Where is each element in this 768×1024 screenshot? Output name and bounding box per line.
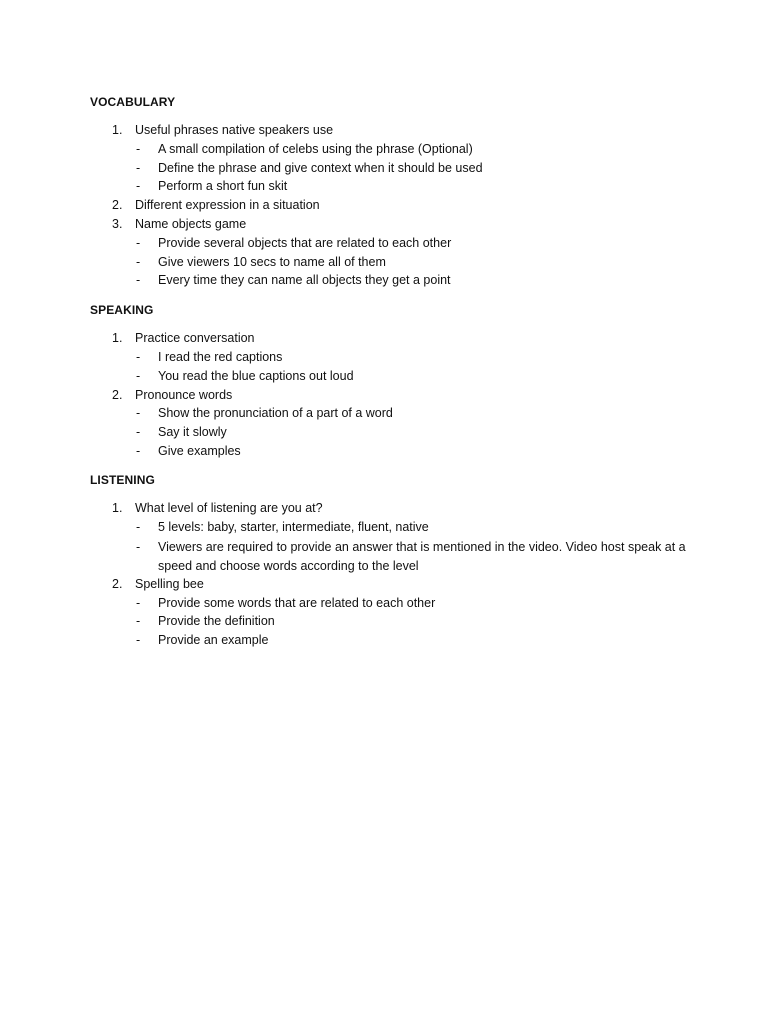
list-item-text: Pronounce words bbox=[135, 388, 233, 402]
sub-item-text: Provide the definition bbox=[158, 614, 275, 628]
sub-item-text: Provide some words that are related to each other bbox=[158, 596, 436, 610]
bullet-dash: - bbox=[136, 425, 141, 439]
bullet-dash: - bbox=[136, 369, 141, 383]
list-number: 2. bbox=[112, 388, 123, 402]
list-item-text: Name objects game bbox=[135, 217, 247, 231]
sub-item-text: I read the red captions bbox=[158, 350, 283, 364]
bullet-dash: - bbox=[136, 350, 141, 364]
bullet-dash: - bbox=[136, 633, 141, 647]
sub-item-text: Viewers are required to provide an answer that is mentioned in the video. Video host speak at a speed and choose words according to the level bbox=[158, 540, 686, 573]
bullet-dash: - bbox=[136, 273, 141, 287]
bullet-dash: - bbox=[136, 142, 141, 156]
list-number: 1. bbox=[112, 501, 123, 515]
list-number: 2. bbox=[112, 198, 123, 212]
sub-item-text: You read the blue captions out loud bbox=[158, 369, 354, 383]
bullet-dash: - bbox=[136, 255, 141, 269]
section-heading-listening: LISTENING bbox=[90, 473, 155, 487]
bullet-dash: - bbox=[136, 406, 141, 420]
bullet-dash: - bbox=[136, 236, 141, 250]
list-number: 2. bbox=[112, 577, 123, 591]
bullet-dash: - bbox=[136, 596, 141, 610]
bullet-dash: - bbox=[136, 161, 141, 175]
sub-item-text: Perform a short fun skit bbox=[158, 179, 288, 193]
list-item-text: What level of listening are you at? bbox=[135, 501, 323, 515]
sub-item-text: Give viewers 10 secs to name all of them bbox=[158, 255, 386, 269]
list-item-text: Spelling bee bbox=[135, 577, 204, 591]
sub-item-text: A small compilation of celebs using the phrase (Optional) bbox=[158, 142, 473, 156]
sub-item-text: Show the pronunciation of a part of a word bbox=[158, 406, 393, 420]
section-heading-vocabulary: VOCABULARY bbox=[90, 95, 176, 109]
list-item-text: Useful phrases native speakers use bbox=[135, 123, 334, 137]
list-number: 1. bbox=[112, 331, 123, 345]
section-heading-speaking: SPEAKING bbox=[90, 303, 154, 317]
bullet-dash: - bbox=[136, 179, 141, 193]
bullet-dash: - bbox=[136, 614, 141, 628]
sub-item-text: 5 levels: baby, starter, intermediate, fluent, native bbox=[158, 520, 429, 534]
list-number: 1. bbox=[112, 123, 123, 137]
sub-item-text: Give examples bbox=[158, 444, 241, 458]
list-item-text: Practice conversation bbox=[135, 331, 255, 345]
sub-item-text: Every time they can name all objects they get a point bbox=[158, 273, 451, 287]
sub-item-text: Say it slowly bbox=[158, 425, 227, 439]
sub-item-text: Provide an example bbox=[158, 633, 269, 647]
list-item-text: Different expression in a situation bbox=[135, 198, 320, 212]
sub-item-text: Define the phrase and give context when it should be used bbox=[158, 161, 483, 175]
bullet-dash: - bbox=[136, 520, 141, 534]
bullet-dash: - bbox=[136, 540, 141, 554]
sub-item-text: Provide several objects that are related to each other bbox=[158, 236, 452, 250]
bullet-dash: - bbox=[136, 444, 141, 458]
list-number: 3. bbox=[112, 217, 123, 231]
